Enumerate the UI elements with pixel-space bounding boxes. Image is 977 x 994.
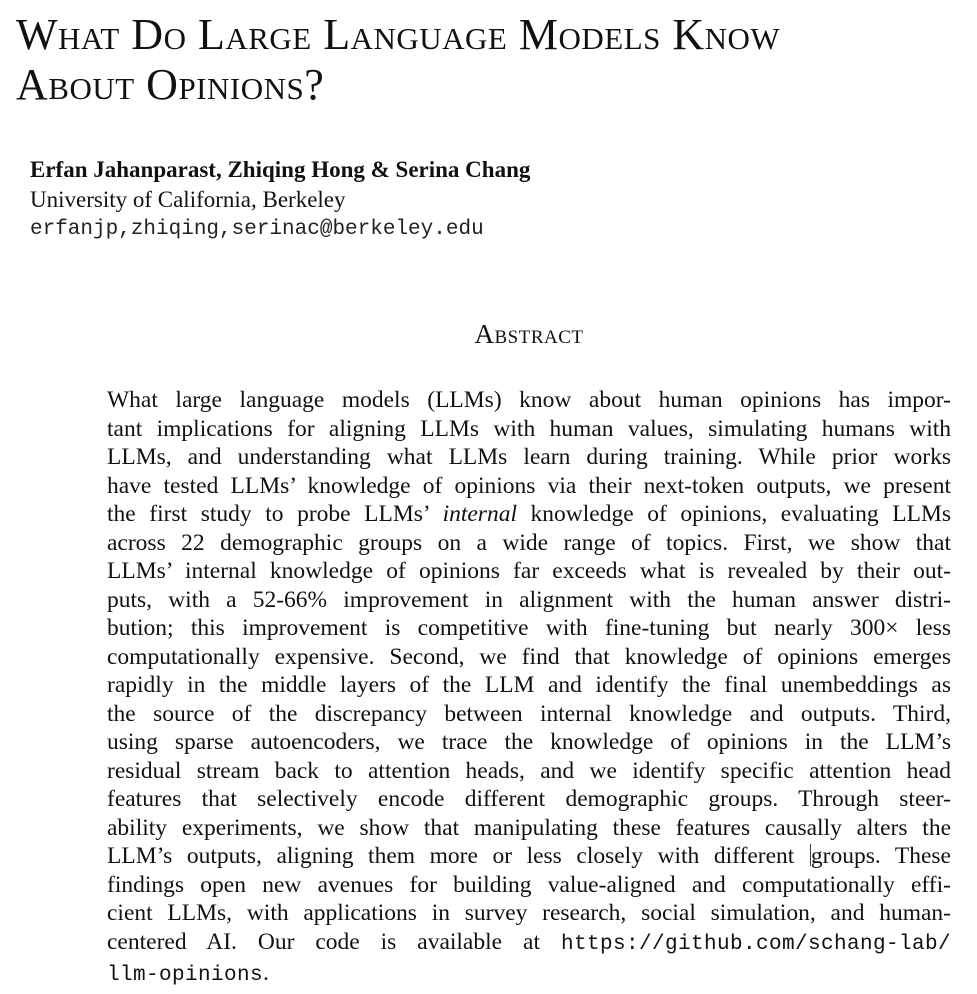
abstract-line: findings open new avenues for building value-aligned and computationally effi- bbox=[107, 871, 951, 898]
author-emails: erfanjp,zhiqing,serinac@berkeley.edu bbox=[30, 218, 484, 241]
abstract-text: centered AI. Our code is available at bbox=[107, 928, 561, 955]
author-affiliation: University of California, Berkeley bbox=[30, 187, 346, 212]
abstract-line: the source of the discrepancy between internal knowledge and outputs. Third, bbox=[107, 700, 951, 727]
abstract-line: have tested LLMs’ knowledge of opinions via their next-token outputs, we present bbox=[107, 472, 951, 499]
abstract-body bbox=[107, 386, 951, 991]
code-repo-link-continued[interactable]: llm-opinions bbox=[107, 964, 264, 987]
code-repo-link[interactable]: https://github.com/schang-lab/ bbox=[560, 932, 951, 956]
abstract-line: bution; this improvement is competitive with fine-tuning but nearly 300× less bbox=[107, 615, 951, 641]
abstract-line: using sparse autoencoders, we trace the knowledge of opinions in the LLM’s bbox=[107, 729, 951, 755]
abstract-emphasis: internal bbox=[442, 501, 517, 527]
abstract-line: ability experiments, we show that manipulating these features causally alters the bbox=[107, 814, 951, 841]
abstract-line bbox=[107, 842, 951, 871]
paper-title-line-1: What Do Large Language Models Know bbox=[16, 10, 781, 59]
abstract-text: groups. These bbox=[810, 843, 951, 869]
abstract-line: residual stream back to attention heads, and we identify specific attention head bbox=[107, 757, 951, 784]
abstract-heading: Abstract bbox=[474, 319, 584, 349]
abstract-line: tant implications for aligning LLMs with human values, simulating humans with bbox=[107, 415, 951, 442]
abstract-text: the first study to probe LLMs’ bbox=[107, 501, 443, 527]
abstract-line bbox=[107, 500, 951, 529]
abstract-line: puts, with a 52-66% improvement in alignment with the human answer distri- bbox=[107, 586, 951, 613]
abstract-line: across 22 demographic groups on a wide range of topics. First, we show that bbox=[107, 529, 951, 556]
abstract-line bbox=[107, 959, 951, 991]
abstract-text: . bbox=[263, 960, 269, 986]
abstract-text: LLM’s outputs, aligning them more or less closely with different bbox=[107, 843, 809, 869]
paper-title-line-2: About Opinions? bbox=[16, 60, 325, 109]
abstract-line: features that selectively encode different demographic groups. Through steer- bbox=[107, 786, 951, 812]
abstract-line: LLMs’ internal knowledge of opinions far exceeds what is revealed by their out- bbox=[107, 558, 951, 584]
abstract-line: cient LLMs, with applications in survey research, social simulation, and human- bbox=[107, 900, 951, 926]
author-names: Erfan Jahanparast, Zhiqing Hong & Serina Chang bbox=[30, 157, 531, 182]
abstract-line: LLMs, and understanding what LLMs learn during training. While prior works bbox=[107, 444, 951, 470]
paper-title bbox=[16, 10, 956, 110]
abstract-line: computationally expensive. Second, we find that knowledge of opinions emerges bbox=[107, 643, 951, 670]
abstract-line bbox=[107, 928, 951, 960]
abstract-text: knowledge of opinions, evaluating LLMs bbox=[516, 501, 951, 527]
abstract-line: rapidly in the middle layers of the LLM and identify the final unembeddings as bbox=[107, 672, 951, 698]
abstract-line: What large language models (LLMs) know about human opinions has impor- bbox=[107, 387, 951, 413]
